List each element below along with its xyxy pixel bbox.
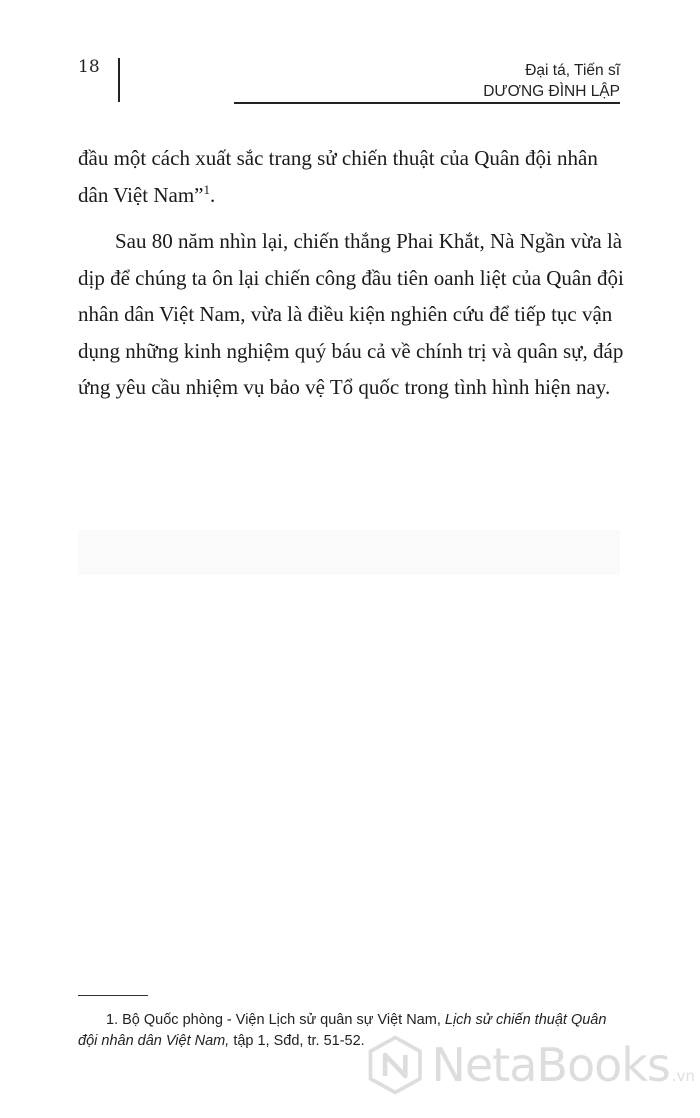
header-vertical-divider	[118, 58, 120, 102]
footnote-reference[interactable]: 1	[203, 181, 210, 197]
footnote-source: Bộ Quốc phòng - Viện Lịch sử quân sự Việt Nam,	[122, 1012, 441, 1028]
author-name: DƯƠNG ĐÌNH LẬP	[483, 83, 620, 100]
author-title: Đại tá, Tiến sĩ	[525, 62, 620, 79]
page-number: 18	[78, 57, 100, 77]
footnote-details: tập 1, Sđd, tr. 51-52.	[233, 1033, 365, 1049]
netabooks-logo-icon	[365, 1032, 425, 1098]
watermark-suffix: .vn	[671, 1067, 695, 1085]
watermark	[365, 1025, 695, 1105]
running-header-author	[483, 60, 620, 102]
watermark-brand: NetaBooks	[431, 1038, 670, 1092]
footnote-number: 1.	[106, 1012, 119, 1028]
footnote-divider	[78, 995, 148, 996]
paragraph-2: Sau 80 năm nhìn lại, chiến thắng Phai Khắt, Nà Ngần vừa là dịp để chúng ta ôn lại chiến công đầu tiên oanh liệt của Quân đội nhân dân Việt Nam, vừa là điều kiện nghiên cứu để tiếp tục vận dụng những kinh nghiệm quý báu cả về chính trị và quân sự, đáp ứng yêu cầu nhiệm vụ bảo vệ Tổ quốc trong tình hình hiện nay.	[78, 229, 624, 399]
blank-band	[78, 530, 620, 575]
paragraph-continued	[78, 140, 625, 213]
paragraph-1-text: đầu một cách xuất sắc trang sử chiến thuật của Quân đội nhân dân Việt Nam”	[78, 146, 598, 207]
footnote-book-title: Lịch sử chiến thuật Quân đội nhân dân Việt Nam,	[78, 1012, 607, 1049]
header-rule	[234, 102, 620, 104]
paragraph-1-end: .	[209, 182, 216, 207]
body-text	[78, 140, 625, 416]
